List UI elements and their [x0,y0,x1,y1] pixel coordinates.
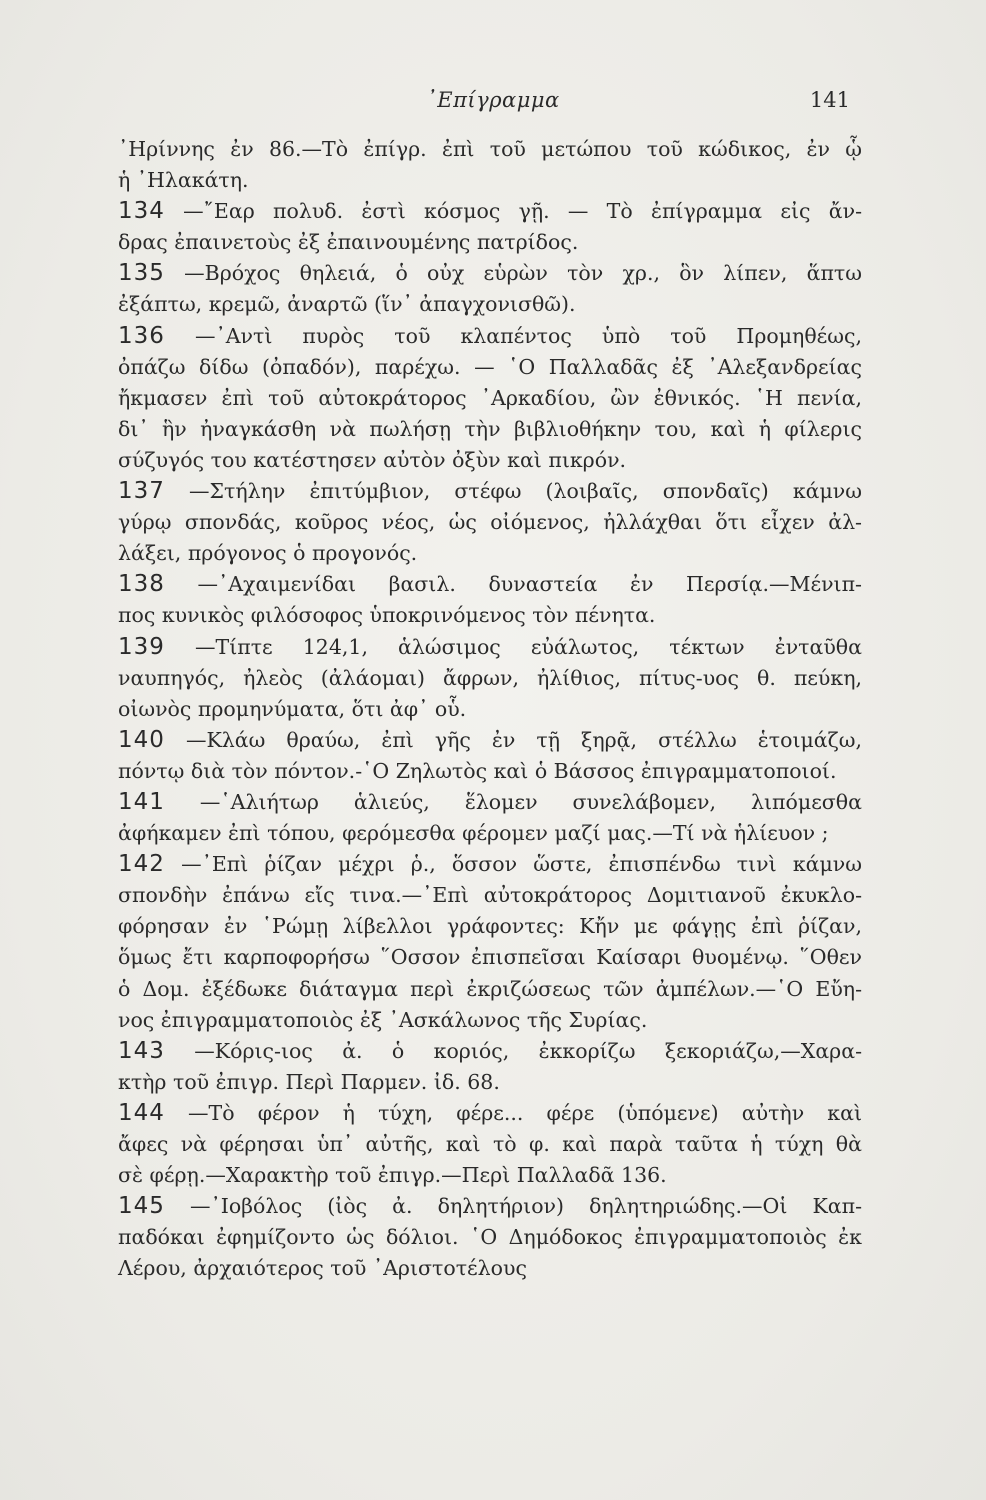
entry-text: πόντῳ διὰ τὸν πόντον.-῾Ο Ζηλωτὸς καὶ ὁ Βάσσος ἐπιγραμματοποιοί. [118,758,837,783]
text-line [118,1160,862,1191]
entry-text: δι᾿ ἣν ἠναγκάσθη νὰ πωλήσῃ τὴν βιβλιοθήκην του, καὶ ἡ φίλερις [118,416,862,441]
text-line [118,1005,862,1036]
text-line [118,414,862,445]
running-head [0,88,986,118]
entry-number: 137 [118,478,165,505]
entry-number: 135 [118,260,165,287]
text-line [118,911,862,942]
entry-text: —Βρόχος θηλειά, ὁ οὐχ εὑρὼν τὸν χρ., ὃν λίπεν, ἅπτω [184,261,862,286]
text-line [118,227,862,258]
entry-text: —᾿Αντὶ πυρὸς τοῦ κλαπέντος ὑπὸ τοῦ Προμηθέως, [194,323,862,348]
entry-text: σπονδὴν ἐπάνω εἴς τινα.—᾿Επὶ αὐτοκράτορος Δομιτιανοῦ ἐκυκλο- [118,883,862,908]
text-line [118,569,862,600]
text-line [118,538,862,569]
text-line [118,258,862,289]
text-line [118,942,862,973]
text-line [118,632,862,663]
entry-text: ὀπάζω δίδω (ὀπαδόν), παρέχω. — ῾Ο Παλλαδᾶς ἐξ ᾿Αλεξανδρείας [118,354,862,379]
text-line [118,756,862,787]
text-line [118,725,862,756]
entry-text: οἰωνὸς προμηνύματα, ὅτι ἀφ᾿ οὗ. [118,696,467,721]
entry-text: —Κόρις-ιος ἀ. ὁ κοριός, ἐκκορίζω ξεκοριάζω,—Χαρα- [194,1038,862,1063]
entry-text: —Τὸ φέρον ἡ τύχη, φέρε... φέρε (ὑπόμενε) αὐτὴν καὶ [188,1100,862,1125]
entry-text: δρας ἐπαινετοὺς ἐξ ἐπαινουμένης πατρίδος. [118,230,579,255]
entry-text: —Στήλην ἐπιτύμβιον, στέφω (λοιβαῖς, σπονδαῖς) κάμνω [189,479,862,504]
glossary-entry [118,725,862,787]
text-line [118,383,862,414]
text-line: ἡ ᾿Ηλακάτη. [118,168,249,193]
text-line [118,849,862,880]
text-line [118,1067,862,1098]
entry-text: —᾿Ιοβόλος (ἰὸς ἀ. δηλητήριον) δηλητηριώδης.—Οἱ Καπ- [189,1194,862,1219]
entry-text: ἀφήκαμεν ἐπὶ τόπου, φερόμεσθα φέρομεν μαζί μας.—Τί νὰ ἡλίευον ; [118,821,829,846]
glossary-entry [118,569,862,631]
glossary-entry [118,1036,862,1098]
entry-text: φόρησαν ἐν ῾Ρώμῃ λίβελλοι γράφοντες: Κἤν με φάγῃς ἐπὶ ῥίζαν, [118,914,862,939]
entry-text: —῾Αλιήτωρ ἁλιεύς, ἕλομεν συνελάβομεν, λιπόμεσθα [199,789,862,814]
entry-number: 143 [118,1037,165,1064]
entry-list [118,196,862,1284]
text-line [118,352,862,383]
entry-text: —᾿Επὶ ῥίζαν μέχρι ῥ., ὅσσον ὥστε, ἐπισπένδω τινὶ κάμνω [181,852,862,877]
glossary-entry [118,1191,862,1284]
entry-text: ὁ Δομ. ἐξέδωκε διάταγμα περὶ ἐκριζώσεως τῶν ἀμπέλων.—῾Ο Εὔη- [118,976,862,1001]
entry-text: πος κυνικὸς φιλόσοφος ὑποκρινόμενος τὸν πένητα. [118,603,656,628]
text-line [118,321,862,352]
text-line [118,1036,862,1067]
text-line [118,694,862,725]
text-line [118,476,862,507]
entry-text: —᾿Αχαιμενίδαι βασιλ. δυναστεία ἐν Περσίᾳ.—Μένιπ- [197,572,862,597]
text-line [118,880,862,911]
glossary-entry [118,787,862,849]
entry-text: —῎Εαρ πολυδ. ἐστὶ κόσμος γῇ. — Τὸ ἐπίγραμμα εἰς ἄν- [183,199,862,224]
glossary-entry [118,632,862,725]
entry-number: 139 [118,633,165,660]
entry-text: γύρῳ σπονδάς, κοῦρος νέος, ὡς οἰόμενος, ἠλλάχθαι ὅτι εἶχεν ἀλ- [118,510,862,535]
running-title: ᾿Επίγραμμα [426,88,560,112]
entry-number: 144 [118,1099,165,1126]
glossary-entry [118,321,862,476]
entry-number: 140 [118,726,165,753]
entry-text: ὅμως ἔτι καρποφορήσω ῞Οσσον ἐπισπεῖσαι Καίσαρι θυομένῳ. ῞Οθεν [118,945,862,970]
entry-text: ἄφες νὰ φέρησαι ὑπ᾿ αὐτῆς, καὶ τὸ φ. καὶ παρὰ ταῦτα ἡ τύχη θὰ [118,1132,862,1156]
text-line [118,289,862,320]
text-line [118,663,862,694]
glossary-entry [118,849,862,1036]
entry-text: σύζυγός του κατέστησεν αὐτὸν ὀξὺν καὶ πικρόν. [118,447,627,472]
entry-number: 141 [118,788,165,815]
text-line [118,1129,862,1160]
glossary-entry [118,258,862,320]
text-line [118,1222,862,1253]
entry-text: Λέρου, ἀρχαιότερος τοῦ ᾿Αριστοτέλους [118,1256,527,1281]
intro-paragraph [118,134,862,196]
text-line [118,787,862,818]
entry-text: παδόκαι ἐφημίζοντο ὡς δόλιοι. ῾Ο Δημόδοκος ἐπιγραμματοποιὸς ἐκ [118,1225,862,1250]
text-line: ᾿Ηρίννης ἐν 86.—Τὸ ἐπίγρ. ἐπὶ τοῦ μετώπου τοῦ κώδικος, ἐν ᾧ [118,137,862,161]
entry-text: νος ἐπιγραμματοποιὸς ἐξ ᾿Ασκάλωνος τῆς Συρίας. [118,1007,648,1032]
entry-text: λάξει, πρόγονος ὁ προγονός. [118,541,418,566]
glossary-entry [118,476,862,569]
text-line [118,974,862,1005]
entry-text: ναυπηγός, ἠλεὸς (ἀλάομαι) ἄφρων, ἠλίθιος, πίτυς-υος θ. πεύκη, [118,665,862,690]
entry-number: 145 [118,1193,165,1220]
glossary-entry [118,196,862,258]
entry-text: ἤκμασεν ἐπὶ τοῦ αὐτοκράτορος ᾿Αρκαδίου, ὢν ἐθνικός. ῾Η πενία, [118,385,862,410]
glossary-entry [118,1098,862,1191]
entry-number: 138 [118,571,165,598]
text-line [118,507,862,538]
text-line [118,1253,862,1284]
text-line [118,445,862,476]
page-number: 141 [809,88,850,112]
entry-text: ἐξάπτω, κρεμῶ, ἀναρτῶ (ἵν᾿ ἀπαγχονισθῶ). [118,292,576,317]
text-line [118,600,862,631]
entry-text: σὲ φέρῃ.—Χαρακτὴρ τοῦ ἐπιγρ.—Περὶ Παλλαδᾶ 136. [118,1163,667,1188]
text-line [118,818,862,849]
text-line [118,196,862,227]
entry-text: —Τίπτε 124,1, ἁλώσιμος εὐάλωτος, τέκτων ἐνταῦθα [195,634,862,659]
text-line [118,1098,862,1129]
entry-number: 142 [118,851,165,878]
entry-number: 136 [118,322,165,349]
entry-text: —Κλάω θραύω, ἐπὶ γῆς ἐν τῇ ξηρᾷ, στέλλω ἑτοιμάζω, [185,727,862,752]
body-text [118,134,862,1284]
entry-number: 134 [118,198,165,225]
text-line [118,1191,862,1222]
entry-text: κτὴρ τοῦ ἐπιγρ. Περὶ Παρμεν. ἰδ. 68. [118,1069,500,1094]
